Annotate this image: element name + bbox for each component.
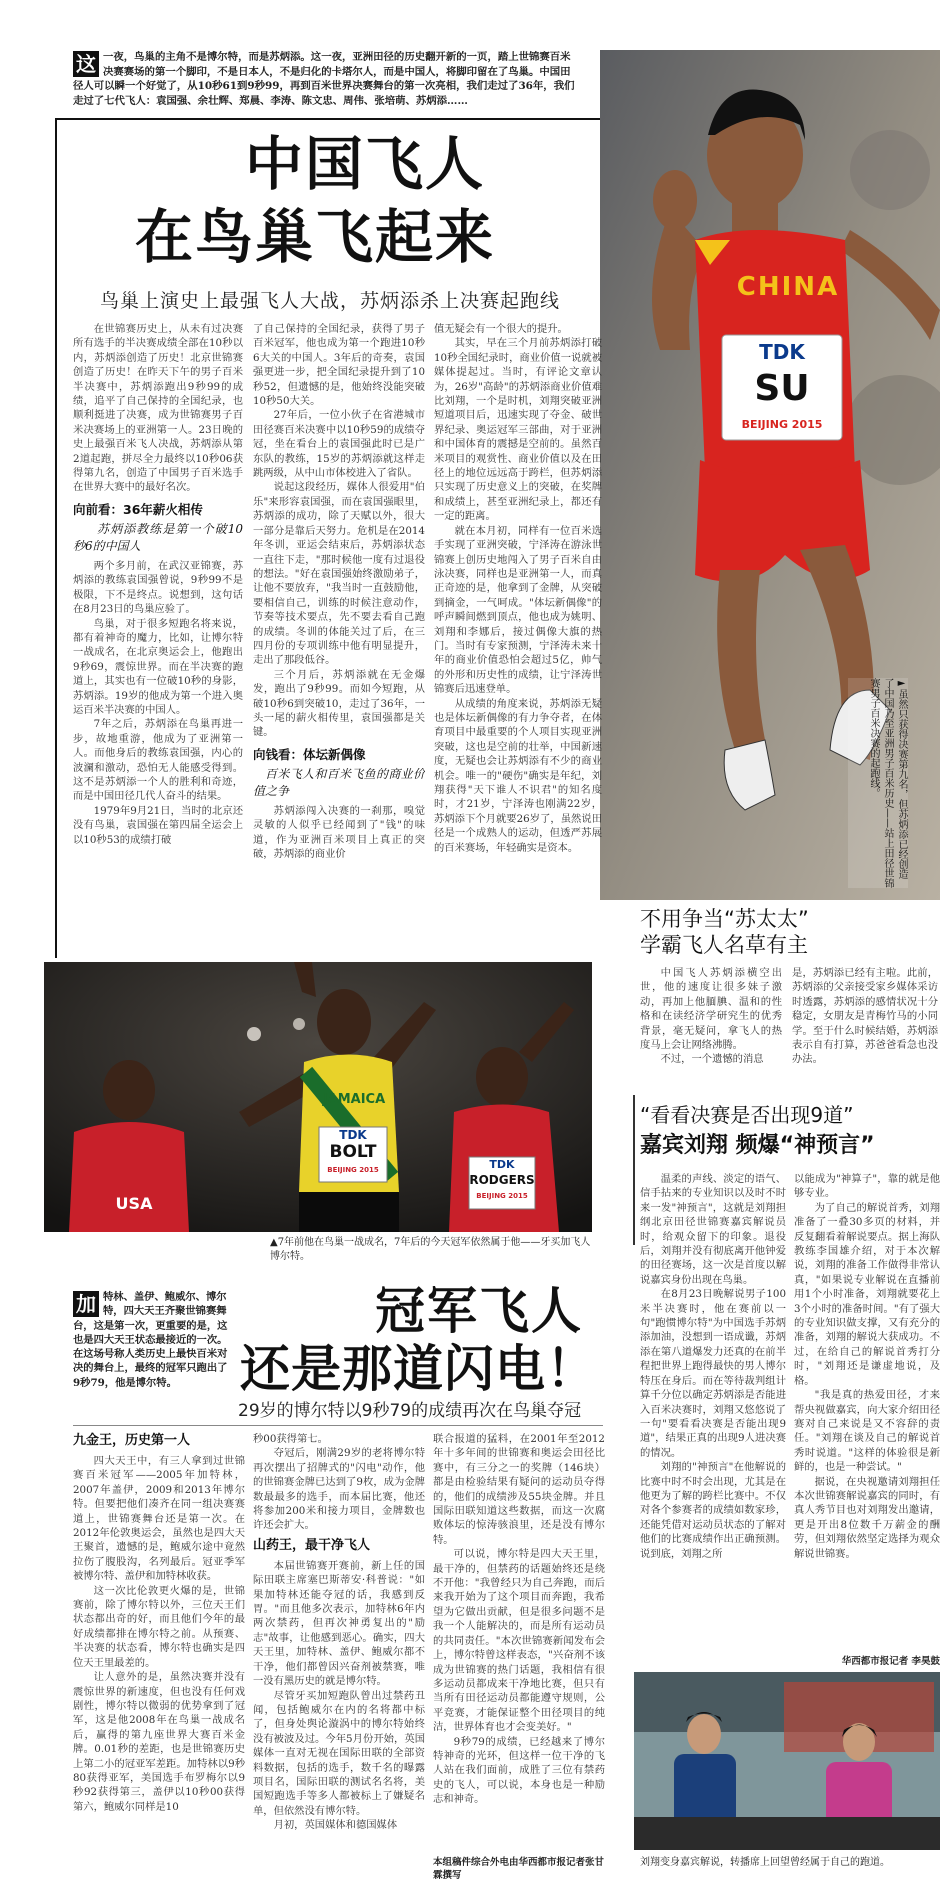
article2-col2-p4: 尽管牙买加短跑队曾出过禁药丑闻，包括鲍威尔在内的名将都中标了，但身处舆论漩涡中的博尔特始终没有被波及过。今年5月份开始，英国媒体一直对无视在国际田联的全部资料数据，包括的选手，数千名的曝露项目名，国际田联的测试名名将，美国短跑选手等多人都被标上了嫌疑名单，但依然没有博尔特。 (253, 1689, 425, 1817)
article2-col3 (433, 1432, 605, 1857)
rodgers-bib-sponsor: TDK (489, 1158, 515, 1171)
article2-col1-p3: 让人意外的是，虽然决赛并没有震惊世界的新速度，但也没有任何戏剧性，博尔特以微弱的优势拿到了冠军，这是他2008年在鸟巢一战成名后，赢得的第九座世界大赛百米金牌。0.01秒的差距，也是世锦赛历史上第二小的冠亚军差距。加特林以9秒80获得亚军，美国选手布罗梅尔以9秒92获得第三，盖伊以10秒00获得第六，鲍威尔同样是10 (73, 1671, 245, 1813)
subhead2: 29岁的博尔特以9秒79的成绩再次在鸟巢夺冠 (238, 1401, 582, 1421)
article1-col2-p4: 三个月后，苏炳添就在无金爆发，跑出了9秒99。而如今短跑，从破10秒6到突破10，走过了36年，一头一尾的薪火相传里，袁国强都是关键。 (253, 668, 425, 739)
article2-col2-p5: 月初，英国媒体和德国媒体 (273, 1819, 398, 1832)
article1-col1 (73, 322, 243, 952)
article1-col3-p3: 就在本月初，同样有一位百米选手实现了亚洲突破，宁泽涛在游泳世锦赛上创历史地闯入了男子百米自由泳决赛，同样也是亚洲第一人，而真正奇迹的是，他拿到了金牌，从突破到摘金，一气呵成。"体坛新偶像"的呼声瞬间燃到顶点，他也成为姚明、刘翔和李娜后，接过偶像大旗的热门。当时有专家预测，宁泽涛未来十年的商业价值恐怕会超过5亿，帅气的外形和历史性的成绩，让宁泽涛世锦赛后迅速登单。 (434, 524, 602, 696)
article1-col2 (253, 322, 425, 952)
article2-col2-p1: 秒00获得第七。 (253, 1433, 328, 1445)
bolt-jersey-text: JAMAICA (322, 1092, 386, 1107)
photo3-caption: 刘翔变身嘉宾解说，转播席上回望曾经属于自己的跑道。 (640, 1857, 890, 1868)
headline2-line1: 冠军飞人 (375, 1281, 583, 1340)
bib-name: SU (754, 368, 810, 409)
article1-col1-p3: 鸟巢，对于很多短跑名将来说，都有着神奇的魔力，比如，让博尔特一战成名，在北京奥运会上，他跑出9秒69，震惊世界。而在半决赛的跑道上，其实也有一位破10秒的身影，苏炳添。19岁的他成为第一个进入奥运百米半决赛的中国人。 (73, 617, 243, 716)
side1-col2 (792, 966, 938, 1078)
side2-col1-p2: 在8月23日晚解说男子100米半决赛时，他在赛前以一句"跑惯博尔特"为中国选手苏炳添加油，没想到一语成谶，苏炳添在第八道爆发力还真的在前半程把世界上跑得最快的男人博尔特压在身后。而在等待裁判组计算千分位以确定苏炳添是否能进入百米决赛时，刘翔又悠悠说了一句"要看看决赛是否能出现9道"，结果正真的出现9人进决赛的情况。 (640, 1288, 786, 1459)
side2-col1-p3: 刘翔的"神预言"在他解说的比赛中时不时会出现，尤其是在他更为了解的跨栏比赛中。不仅对各个参赛者的成绩如数家珍，还能凭借对运动员状态的了解对他们的比赛成绩作出正确预测。说到底，刘翔之所 (640, 1461, 786, 1560)
rodgers-bib-event: BEIJING 2015 (476, 1192, 528, 1200)
bib-sponsor: TDK (759, 340, 805, 364)
article2-sub1: 九金王，历史第一人 (73, 1433, 191, 1448)
article1-col2-p5: 苏炳添闯入决赛的一刹那，嗅觉灵敏的人似乎已经闻到了"钱"的味道，作为亚洲百米项目上真正的突破，苏炳添的商业价 (253, 804, 425, 860)
side1-title-line2: 学霸飞人名草有主 (640, 933, 808, 957)
top-lead-dropcap: 这 (73, 51, 99, 77)
article1-col3-p1: 值无疑会有一个很大的提升。 (434, 323, 568, 335)
bib-left-country: USA (115, 1194, 153, 1213)
bolt-bib-event: BEIJING 2015 (327, 1166, 379, 1174)
article2-col2-p3: 本届世锦赛开赛前，新上任的国际田联主席塞巴斯蒂安·科普说："如果加特林还能夺冠的话，我感到反胃。"而且他多次表示，加特林6年内两次禁药，但再次神勇复出的"励志"故事，让他感到恶心。确实，四大天王里，加特林、盖伊、鲍威尔都不干净，他们都曾因兴奋剂被禁赛，唯一没有黑历史的就是博尔特。 (253, 1559, 425, 1688)
bib-event: BEIJING 2015 (741, 418, 823, 431)
article1-col3-p4: 从成绩的角度来说，苏炳添无疑也是体坛新偶像的有力争夺者，在体育项目中最重要的个人项目实现亚洲突破，这也是空前的壮举，中国新速度，无疑也会让苏炳添有不少的商业机会。唯一的"硬伤"确实是年纪，刘翔获得"天下谁人不识君"的知名度时，才21岁，宁泽涛也刚满22岁，苏炳添下个月就要26岁了，虽然说田径是一个成熟人的运动，但透严苏展的百米赛场，年轻确实是资本。 (434, 697, 602, 854)
article2-col3-p1: 联合报道的猛料，在2001年至2012年十多年间的世锦赛和奥运会田径比赛中，有三分之一的奖牌（146块）都是由检验结果有疑问的运动员夺得的，他们的成绩涉及55块金牌。并且国际田联知道这些数据，而这一次腐败体坛的惊涛骇浪里，还是没有博尔特。 (433, 1433, 605, 1546)
lead2 (73, 1290, 233, 1400)
side2-col1 (640, 1172, 786, 1667)
article2-byline: 本组稿件综合外电由华西都市报记者张甘霖撰写 (433, 1857, 605, 1881)
photo-su-bingtian (600, 50, 940, 900)
headline1-line2: 在鸟巢飞起来 (135, 203, 496, 271)
article1-col1-p1: 在世锦赛历史上，从未有过决赛所有选手的半决赛成绩全部在10秒以内，苏炳添创造了历史！北京世锦赛创造了历史！在昨天下午的男子百米半决赛中，苏炳添跑出9秒99的成绩，追平了自己保持的全国纪录，也顺利挺进了决赛，成为世锦赛男子百米决赛场上的亚洲第一人。23日晚的史上最强百米飞人决战，苏炳添从第2道起跑，拼尽全力最终以10秒06获得第九名，创造了中国男子百米选手在世界大赛中的最好名次。 (73, 323, 243, 494)
side2-title: 嘉宾刘翔 频爆“神预言” (640, 1133, 875, 1158)
top-lead (73, 50, 579, 112)
bolt-bib-name: BOLT (329, 1142, 377, 1162)
frame-left-rule (55, 118, 57, 958)
subhead1: 鸟巢上演史上最强飞人大战，苏炳添杀上决赛起跑线 (100, 290, 561, 312)
article2-col2 (253, 1432, 425, 1882)
photo2-caption: ▲7年前他在鸟巢一战成名，7年后的今天冠军依然属于他——牙买加飞人博尔特。 (270, 1237, 591, 1262)
side1-title-line1: 不用争当“苏太太” (640, 907, 809, 931)
side1-col1-text: 中国飞人苏炳添横空出世，他的速度让很多妹子激动，再加上他腼腆、温和的性格和在读经济学研究生的优秀背景，毫无疑问，拿飞人的热度马上会让网络沸腾。 (640, 967, 782, 1052)
photo-liu-xiang-booth (634, 1672, 940, 1850)
side2-top-rule (633, 1095, 635, 1245)
side1-col2-text: 是，苏炳添已经有主啦。此前，苏炳添的父亲接受家乡媒体采访时透露，苏炳添的感情状况十分稳定，女朋友是青梅竹马的小同学。至于什么时候结婚，苏炳添表示自有打算，苏爸爸看急也没办法。 (792, 967, 938, 1066)
article1-sub2: 向钱看：体坛新偶像 (253, 746, 366, 762)
article1-col1-p4: 7年之后，苏炳添在鸟巢再进一步，故地重游，他成为了亚洲第一人。而他身后的教练袁国强，内心的波澜和激动，恐怕无人能感受得到。这不是苏炳添一个人的胜利和奇迹，而是中国田径几代人奋斗的结果。 (73, 718, 243, 803)
article1-col2-p1: 了自己保持的全国纪录，获得了男子百米冠军，他也成为第一个跑进10秒6大关的中国人。3年后的奇奏，袁国强更进一步，把全国纪录提升到了10秒52，但遗憾的是，他始终没能突破10秒50大关。 (253, 323, 425, 408)
side2-col1-p1: 温柔的声线、淡定的语气、信手拈来的专业知识以及时不时来一发"神预言"，这就是刘翔担纲北京田径世锦赛嘉宾解说员时，给观众留下的印象。退役后，刘翔并没有彻底离开他钟爱的田径赛场，这一次是首度以解说嘉宾身份出现在鸟巢。 (640, 1173, 786, 1286)
frame-top-rule (55, 118, 600, 120)
article2-col2-p2: 夺冠后，刚满29岁的老将博尔特再次摆出了招牌式的"闪电"动作，他的世锦赛金牌已达到了9枚，成为金牌数最最多的选手，而本届比赛，他还将参加200米和接力项目，金牌数也许还会扩大。 (253, 1447, 425, 1532)
article1-sub2-deck: 百米飞人和百米飞鱼的商业价值之争 (253, 766, 425, 798)
rodgers-bib-name: RODGERS (469, 1173, 535, 1187)
bolt-bib-sponsor: TDK (339, 1128, 367, 1142)
article2-col3-p2: 可以说，博尔特是四大天王里，最干净的，但禁药的话题始终还是绕不开他："我曾经只为自己奔跑，而后来我开始为了这个项目而奔跑，我希望为它做出贡献，但是很多问题不是我一个人能解决的，而是所有运动员的共同责任。"本次世锦赛新闻发布会上，博尔特曾这样表态，"兴奋剂不该成为世锦赛的热门话题，我相信有很多运动员都成来干净地比赛，但只有当所有田径运动员都能遵守规则，公平竞赛，才能保证整个田径项目的纯洁，世界体育也才会变美好。" (433, 1548, 605, 1734)
article2-top-rule (73, 1425, 603, 1426)
side2-col2-p1: 以能成为"神算子"，靠的就是他够专业。 (794, 1173, 940, 1200)
side1-col1b-text: 不过，一个遗憾的消息 (660, 1053, 764, 1066)
article1-sub1: 向前看：36年薪火相传 (73, 501, 203, 517)
article2-col1-p2: 这一次比伦敦更火爆的是，世锦赛前，除了博尔特以外，三位天王们状态都出奇的好，而且他们今年的最好成绩都排在博尔特之前。从预赛、半决赛的状态看，博尔特也确实是四位天王里最差的。 (73, 1584, 245, 1669)
headline2-line2: 还是那道闪电！ (240, 1339, 597, 1398)
article1-col1-p5: 1979年9月21日，当时的北京还没有鸟巢，袁国强在第四届全运会上以10秒53的成绩打破 (73, 804, 243, 846)
article2-sub2: 山药王，最干净飞人 (253, 1537, 371, 1553)
top-lead-text: 一夜，鸟巢的主角不是博尔特，而是苏炳添。这一夜，亚洲田径的历史翻开新的一页，踏上世锦赛百米决赛赛场的第一个脚印，不是日本人，不是归化的卡塔尔人，而是中国人，将脚印留在了鸟巢。中国田径人可以瞬一个好觉了，从10秒61到9秒99，再到百米世界决赛舞台的第一次亮相，我们走过了36年，我们走过了七代飞人：袁国强、余壮辉、郑晨、李涛、陈文忠、周伟、张培萌、苏炳添…… (73, 51, 575, 107)
lead2-text: 特林、盖伊、鲍威尔、博尔特，四大天王齐聚世锦赛舞台，这是第一次，更重要的是，这也是四大天王状态最接近的一次。在这场号称人类历史上最快百米对决的舞台上，最终的冠军只跑出了9秒79，他是博尔特。 (73, 1291, 228, 1389)
article2-col1-p1: 四大天王中，有三人拿到过世锦赛百米冠军——2005年加特林，2007年盖伊，2009和2013年博尔特。但要把他们凑齐在同一组决赛赛道上，世锦赛舞台还是第一次。在2012年伦敦奥运会，虽然也是四大天王聚首，遗憾的是，鲍威尔途中竟然拉伤了腹股沟，名列最后。冠亚季军被博尔特、盖伊和加特林收获。 (73, 1455, 245, 1583)
lead2-dropcap: 加 (73, 1291, 99, 1317)
side2-col2-p3: "我是真的热爱田径，才来帮央视做嘉宾，向大家介绍田径赛对自己来说是又不容辞的责任。"刘翔在谈及自己的解说首秀时说道。"这样的体验很是新鲜的，也是一种尝试。" (794, 1389, 940, 1474)
article1-col2-p3: 说起这段经历，媒体人很爱用"伯乐"来形容袁国强，而在袁国强眼里，苏炳添的成功，除了天赋以外，很大一部分是靠后天努力。危机是在2014年冬训，亚运会结束后，苏炳添状态一直往下走，"那时候他一度有过退役的想法。"好在袁国强始终激励弟子，让他不要放弃，"我当时一直鼓励他，要相信自己，训练的时候注意动作，节奏等技术要点，先不要去看自己跑的成绩。冬训的体能关过了后，在三四月份的专项训练中他有明显提升，走出了那段低谷。 (253, 481, 425, 667)
article1-col3-p2: 其实，早在三个月前苏炳添打破10秒全国纪录时，商业价值一说就被媒体提起过。当时，有评论文章认为，26岁"高龄"的苏炳添商业价值难比刘翔，一个是时机，刘翔突破亚洲短道项目后，迅速实现了夺金、破世界纪录、奥运冠军三部曲，对于亚洲和中国体育的震撼是空前的。虽然百米项目的观赏性、商业价值以及在田径上的地位远远高于跨栏，但苏炳添只实现了历史意义上的突破，在奖牌和成绩上，甚至亚洲纪录上，都还有一定的距离。 (434, 337, 602, 523)
article1-sub1-deck: 苏炳添教练是第一个破10秒6的中国人 (73, 521, 243, 553)
article2-col1 (73, 1432, 245, 1882)
photo-bolt-finish (44, 962, 592, 1232)
side2-col2 (794, 1172, 940, 1652)
side2-col2-p2: 为了自己的解说首秀，刘翔准备了一叠30多页的材料，并反复翻看着解说要点。据上海队教练李国雄介绍，对于本次解说，刘翔的准备工作做得非常认真，"如果说专业解说在直播前用1个小时准备，刘翔就要花上3个小时的准备时间。"有了强大的专业知识做支撑，又有充分的准备，刘翔的解说大获成功。不过，在给自己的解说首秀打分时，"刘翔还是谦虚地说，及格。 (794, 1201, 940, 1387)
side2-col2-p4: 据说，在央视邀请刘翔担任本次世锦赛解说嘉宾的同时，有真人秀节目也对刘翔发出邀请，更是开出8位数千万薪金的酬劳，但刘翔依然坚定选择为观众解说世锦赛。 (794, 1475, 940, 1560)
photo1-caption-marker: ► (896, 678, 907, 689)
headline1-line1: 中国飞人 (245, 130, 486, 198)
side1-col1 (640, 966, 782, 1078)
article1-col1-p2: 两个多月前，在武汉亚锦赛，苏炳添的教练袁国强曾说，9秒99不是极限，下不是终点。说想到，这句话在8月23日的鸟巢应验了。 (73, 559, 243, 616)
liu-xiang-booth-figure (634, 1672, 940, 1850)
article1-col2-p2: 27年后，一位小伙子在省港城市田径赛百米决赛中以10秒59的成绩夺冠，坐在看台上的袁国强此时已是广东队的教练，15岁的苏炳添就这样走跳两级，从中山市体校进入了省队。 (253, 409, 425, 480)
article1-col3 (434, 322, 602, 952)
photo1-caption-text: 虽然只获得决赛第九名，但苏炳添已经创造了中国乃至亚洲男子百米历史——站上田径世锦赛男子百米决赛的起跑线。 (868, 678, 907, 888)
photo1-caption (848, 678, 908, 888)
side2-byline: 华西都市报记者 李昊鼓 (841, 1656, 940, 1667)
side2-kicker: “看看决赛是否出现9道” (640, 1103, 854, 1127)
jersey-chest-text: CHINA (736, 272, 840, 302)
article2-col3-p3: 9秒79的成绩，已经越来了博尔特神奇的光环，但这样一位干净的飞人站在我们面前，成胜了三位有禁药史的飞人，可以说，本身也是一种励志和神奇。 (433, 1735, 605, 1806)
